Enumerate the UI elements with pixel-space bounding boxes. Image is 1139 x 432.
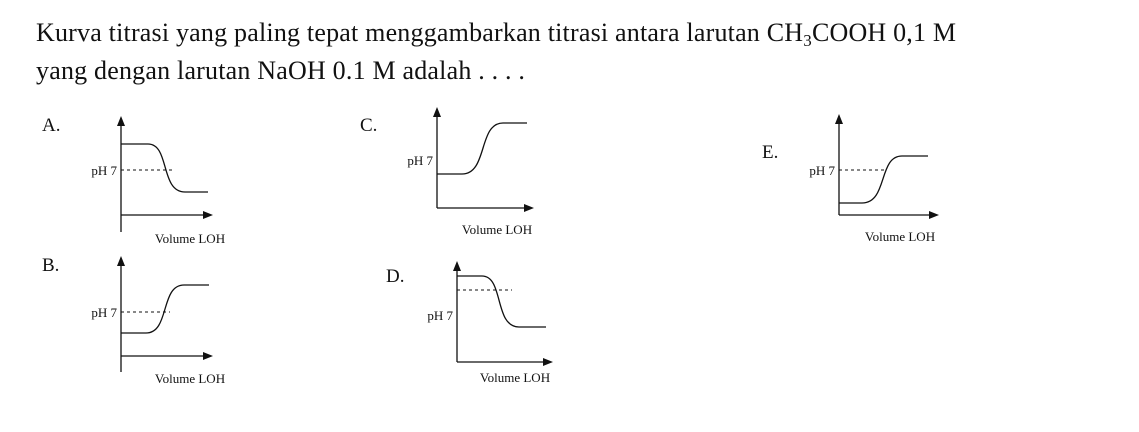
option-letter: E.: [762, 142, 779, 163]
ph7-label: pH 7: [91, 305, 117, 320]
ph7-label: pH 7: [427, 308, 453, 323]
x-axis-label: Volume LOH: [154, 371, 226, 386]
ph7-label: pH 7: [809, 163, 835, 178]
x-axis-label: Volume LOH: [864, 229, 936, 244]
x-axis-label: Volume LOH: [461, 222, 533, 237]
ph7-label: pH 7: [407, 153, 433, 168]
question-line1-after: COOH 0,1 M: [811, 18, 957, 47]
question-text: [36, 14, 1116, 90]
question-line1-before: Kurva titrasi yang paling tepat menggambarkan titrasi antara larutan CH: [36, 18, 804, 47]
question-subscript: 3: [803, 31, 812, 50]
question-line2: yang dengan larutan NaOH 0.1 M adalah . . . .: [36, 56, 526, 85]
option-letter: A.: [42, 115, 61, 136]
option-letter: D.: [386, 266, 405, 287]
option-letter: B.: [42, 255, 60, 276]
ph7-label: pH 7: [91, 163, 117, 178]
x-axis-label: Volume LOH: [479, 370, 551, 385]
option-letter: C.: [360, 115, 378, 136]
x-axis-label: Volume LOH: [154, 231, 226, 246]
